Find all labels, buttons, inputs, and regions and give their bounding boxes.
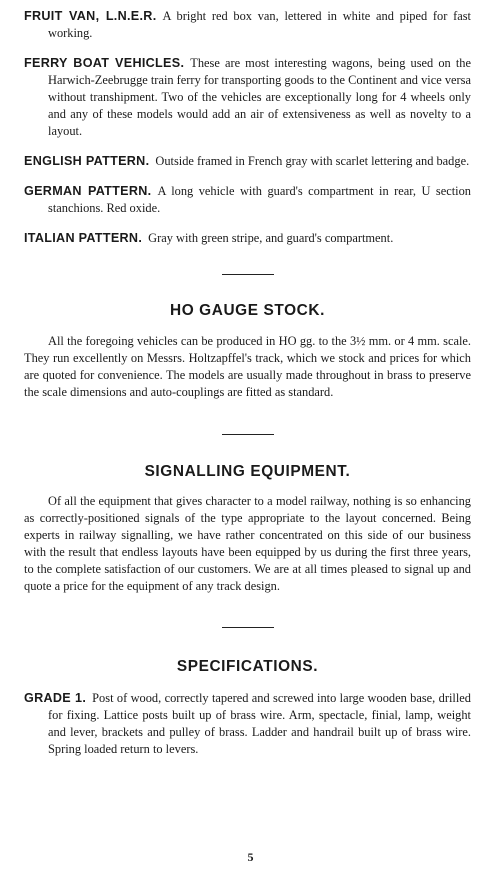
section-divider xyxy=(222,274,274,275)
entry-title: FRUIT VAN, L.N.E.R. xyxy=(24,9,157,23)
entry-italian-pattern xyxy=(24,230,471,247)
entry-ferry-boat-vehicles xyxy=(24,55,471,140)
grade-text: Post of wood, correctly tapered and screwed into large wooden base, drilled for fixing. Lattice posts built up of brass wire. Arm, spectacle, finial, lamp, weight and lever, brackets and pulley of brass. Ladder and handrail built up of brass wire. Spring loaded return to levers. xyxy=(48,691,471,756)
ho-gauge-heading: HO GAUGE STOCK. xyxy=(170,302,325,319)
ho-gauge-paragraph: All the foregoing vehicles can be produced in HO gg. to the 3½ mm. or 4 mm. scale. They run excellently on Messrs. Holtzapffel's track, which we stock and prices for which are quoted for convenience. The models are usually made throughout in brass to preserve the scale dimensions and auto-couplings are fitted as standard. xyxy=(24,334,471,399)
entry-title: ITALIAN PATTERN. xyxy=(24,231,143,245)
entry-german-pattern xyxy=(24,183,471,217)
page-number: 5 xyxy=(247,850,254,864)
section-divider xyxy=(222,434,274,435)
signalling-paragraph: Of all the equipment that gives character to a model railway, nothing is so enhancing as correctly-positioned signals of the type appropriate to the layout concerned. Being experts in railway signalling, we have rather concentrated on this side of our business with the result that endless layouts have been equipped by us during the first three years, to the complete satisfaction of our customers. We are at all times pleased to signal up and quote a price for the equipment of any track design. xyxy=(24,494,471,593)
entry-text: These are most interesting wagons, being used on the Harwich-Zeebrugge train ferry for transporting goods to the Continent and vice versa without transhipment. Two of the vehicles are exceptionally long for 4 wheels only and any of these models would add an air of extensiveness as well as novelty to a layout. xyxy=(48,56,471,138)
entry-text: A long vehicle with guard's compartment in rear, U section stanchions. Red oxide. xyxy=(48,184,471,215)
entry-title: ENGLISH PATTERN. xyxy=(24,154,150,168)
entry-english-pattern xyxy=(24,153,471,170)
entry-title: FERRY BOAT VEHICLES. xyxy=(24,56,185,70)
grade-title: GRADE 1. xyxy=(24,691,87,705)
entry-text: Outside framed in French gray with scarlet lettering and badge. xyxy=(155,154,470,168)
entry-fruit-van xyxy=(24,8,471,42)
section-divider xyxy=(222,627,274,628)
entry-title: GERMAN PATTERN. xyxy=(24,184,152,198)
entry-text: A bright red box van, lettered in white and piped for fast working. xyxy=(48,9,471,40)
specifications-heading: SPECIFICATIONS. xyxy=(176,658,319,675)
entry-text: Gray with green stripe, and guard's compartment. xyxy=(148,231,394,245)
signalling-heading: SIGNALLING EQUIPMENT. xyxy=(144,463,351,480)
grade-1-entry xyxy=(24,690,471,758)
